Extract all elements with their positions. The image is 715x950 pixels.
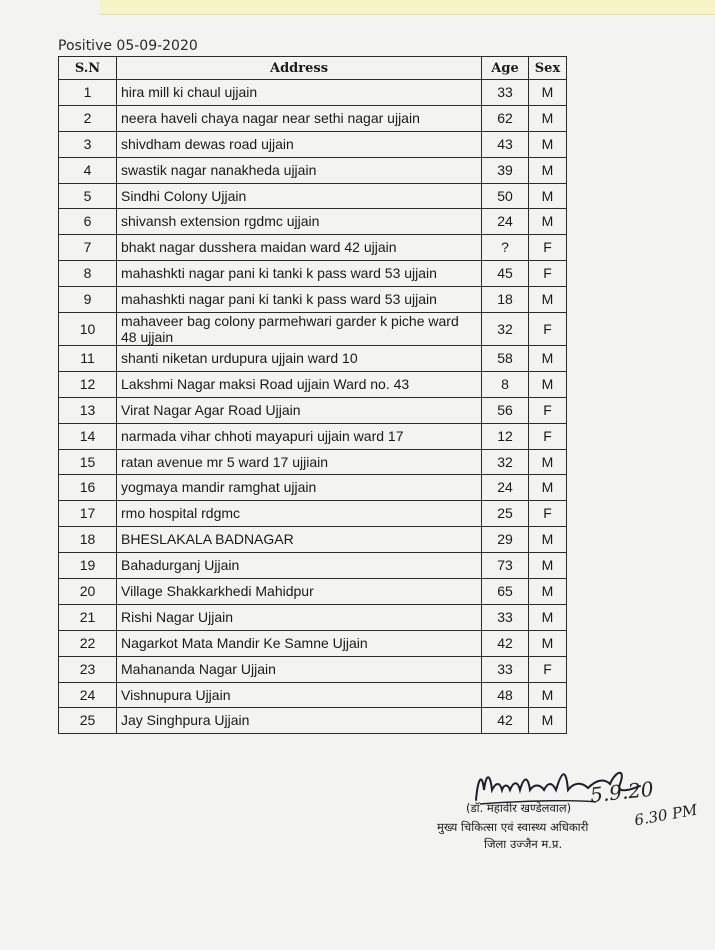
cell-sex: M (529, 105, 567, 131)
cell-age: 65 (482, 579, 529, 605)
table-row (59, 346, 567, 372)
cell-age: 18 (482, 287, 529, 313)
cell-address: Virat Nagar Agar Road Ujjain (117, 397, 482, 423)
cell-address: Mahananda Nagar Ujjain (117, 656, 482, 682)
cell-age: 50 (482, 183, 529, 209)
table-row (59, 371, 567, 397)
cell-age: 62 (482, 105, 529, 131)
cell-age: 56 (482, 397, 529, 423)
cell-sex: M (529, 708, 567, 734)
cell-sex: F (529, 423, 567, 449)
header-age: Age (482, 57, 529, 80)
cell-age: 33 (482, 656, 529, 682)
cell-sn: 23 (59, 656, 117, 682)
table-row (59, 527, 567, 553)
cell-sn: 4 (59, 157, 117, 183)
cell-age: 39 (482, 157, 529, 183)
cell-sn: 10 (59, 313, 117, 346)
cell-sex: F (529, 313, 567, 346)
cell-age: 32 (482, 313, 529, 346)
cell-sex: M (529, 183, 567, 209)
cell-sn: 12 (59, 371, 117, 397)
header-sex: Sex (529, 57, 567, 80)
cell-age: 58 (482, 346, 529, 372)
table-row (59, 209, 567, 235)
cell-address: hira mill ki chaul ujjain (117, 80, 482, 106)
cell-sn: 11 (59, 346, 117, 372)
table-header-row (59, 57, 567, 80)
cell-sex: F (529, 656, 567, 682)
cell-sn: 20 (59, 579, 117, 605)
table-row (59, 313, 567, 346)
cell-sn: 8 (59, 261, 117, 287)
cell-sn: 16 (59, 475, 117, 501)
cell-address: Lakshmi Nagar maksi Road ujjain Ward no. 43 (117, 371, 482, 397)
cell-address: Nagarkot Mata Mandir Ke Samne Ujjain (117, 630, 482, 656)
cell-sex: F (529, 261, 567, 287)
cell-sex: M (529, 346, 567, 372)
cell-sex: M (529, 630, 567, 656)
table-row (59, 553, 567, 579)
cell-address: Jay Singhpura Ujjain (117, 708, 482, 734)
table-row (59, 708, 567, 734)
cell-sex: F (529, 235, 567, 261)
signature-time: 6.30 PM (632, 800, 699, 830)
table-body (59, 80, 567, 734)
header-address: Address (117, 57, 482, 80)
table-row (59, 501, 567, 527)
table-row (59, 287, 567, 313)
table-row (59, 157, 567, 183)
cell-address: mahashkti nagar pani ki tanki k pass ward 53 ujjain (117, 261, 482, 287)
cell-sex: M (529, 579, 567, 605)
cell-age: 42 (482, 708, 529, 734)
cell-address: shanti niketan urdupura ujjain ward 10 (117, 346, 482, 372)
cell-address: Vishnupura Ujjain (117, 682, 482, 708)
cell-age: 25 (482, 501, 529, 527)
cell-age: 45 (482, 261, 529, 287)
cell-sex: M (529, 80, 567, 106)
cell-sn: 14 (59, 423, 117, 449)
cell-address: ratan avenue mr 5 ward 17 ujjiain (117, 449, 482, 475)
cell-address: mahashkti nagar pani ki tanki k pass ward 53 ujjain (117, 287, 482, 313)
cell-sex: M (529, 209, 567, 235)
table-row (59, 423, 567, 449)
cell-address: mahaveer bag colony parmehwari garder k piche ward 48 ujjain (117, 313, 482, 346)
table-row (59, 235, 567, 261)
table-row (59, 131, 567, 157)
cell-sex: M (529, 371, 567, 397)
cell-sn: 3 (59, 131, 117, 157)
cell-address: shivdham dewas road ujjain (117, 131, 482, 157)
cell-age: 12 (482, 423, 529, 449)
cell-sex: M (529, 604, 567, 630)
cell-address: yogmaya mandir ramghat ujjain (117, 475, 482, 501)
table-row (59, 604, 567, 630)
cell-sex: M (529, 682, 567, 708)
cell-age: 8 (482, 371, 529, 397)
table-row (59, 656, 567, 682)
cell-address: Village Shakkarkhedi Mahidpur (117, 579, 482, 605)
cell-sn: 15 (59, 449, 117, 475)
cell-sn: 18 (59, 527, 117, 553)
cell-sn: 7 (59, 235, 117, 261)
cell-sex: M (529, 475, 567, 501)
cell-sex: M (529, 157, 567, 183)
cell-sex: M (529, 287, 567, 313)
cell-address: swastik nagar nanakheda ujjain (117, 157, 482, 183)
cell-age: 32 (482, 449, 529, 475)
cell-address: narmada vihar chhoti mayapuri ujjain ward 17 (117, 423, 482, 449)
table-row (59, 105, 567, 131)
cell-sex: M (529, 449, 567, 475)
cell-sex: F (529, 501, 567, 527)
cell-sex: M (529, 131, 567, 157)
cell-address: shivansh extension rgdmc ujjain (117, 209, 482, 235)
cell-age: 29 (482, 527, 529, 553)
table-row (59, 682, 567, 708)
top-paper-strip (100, 0, 715, 15)
document-heading: Positive 05-09-2020 (58, 38, 198, 54)
cell-age: 73 (482, 553, 529, 579)
table-row (59, 579, 567, 605)
cell-address: neera haveli chaya nagar near sethi nagar ujjain (117, 105, 482, 131)
cell-sn: 25 (59, 708, 117, 734)
positive-cases-table (58, 56, 567, 734)
cell-sex: M (529, 527, 567, 553)
cell-sex: M (529, 553, 567, 579)
cell-address: Sindhi Colony Ujjain (117, 183, 482, 209)
cell-sex: F (529, 397, 567, 423)
cell-sn: 24 (59, 682, 117, 708)
cell-age: 33 (482, 604, 529, 630)
cell-sn: 1 (59, 80, 117, 106)
cell-age: 24 (482, 475, 529, 501)
cell-sn: 5 (59, 183, 117, 209)
table-row (59, 80, 567, 106)
table-row (59, 449, 567, 475)
cell-sn: 17 (59, 501, 117, 527)
cell-age: 48 (482, 682, 529, 708)
cell-sn: 9 (59, 287, 117, 313)
signature-date: 5.9.20 (588, 776, 655, 808)
cell-address: rmo hospital rdgmc (117, 501, 482, 527)
stamp-office-place: जिला उज्जैन म.प्र. (484, 837, 563, 851)
cell-sn: 6 (59, 209, 117, 235)
cell-age: 42 (482, 630, 529, 656)
cell-address: BHESLAKALA BADNAGAR (117, 527, 482, 553)
cell-address: bhakt nagar dusshera maidan ward 42 ujjain (117, 235, 482, 261)
cell-age: 33 (482, 80, 529, 106)
table-row (59, 630, 567, 656)
stamp-officer-title: मुख्य चिकित्सा एवं स्वास्थ्य अधिकारी (437, 820, 589, 834)
table-row (59, 261, 567, 287)
cell-sn: 22 (59, 630, 117, 656)
table-row (59, 475, 567, 501)
table-row (59, 397, 567, 423)
cell-address: Rishi Nagar Ujjain (117, 604, 482, 630)
cell-sn: 19 (59, 553, 117, 579)
cell-age: ? (482, 235, 529, 261)
header-sn: S.N (59, 57, 117, 80)
cell-age: 24 (482, 209, 529, 235)
cell-sn: 2 (59, 105, 117, 131)
cell-sn: 13 (59, 397, 117, 423)
cell-sn: 21 (59, 604, 117, 630)
cell-address: Bahadurganj Ujjain (117, 553, 482, 579)
stamp-officer-name: (डॉ. महावीर खण्डेलवाल) (466, 801, 572, 815)
cell-age: 43 (482, 131, 529, 157)
table-row (59, 183, 567, 209)
